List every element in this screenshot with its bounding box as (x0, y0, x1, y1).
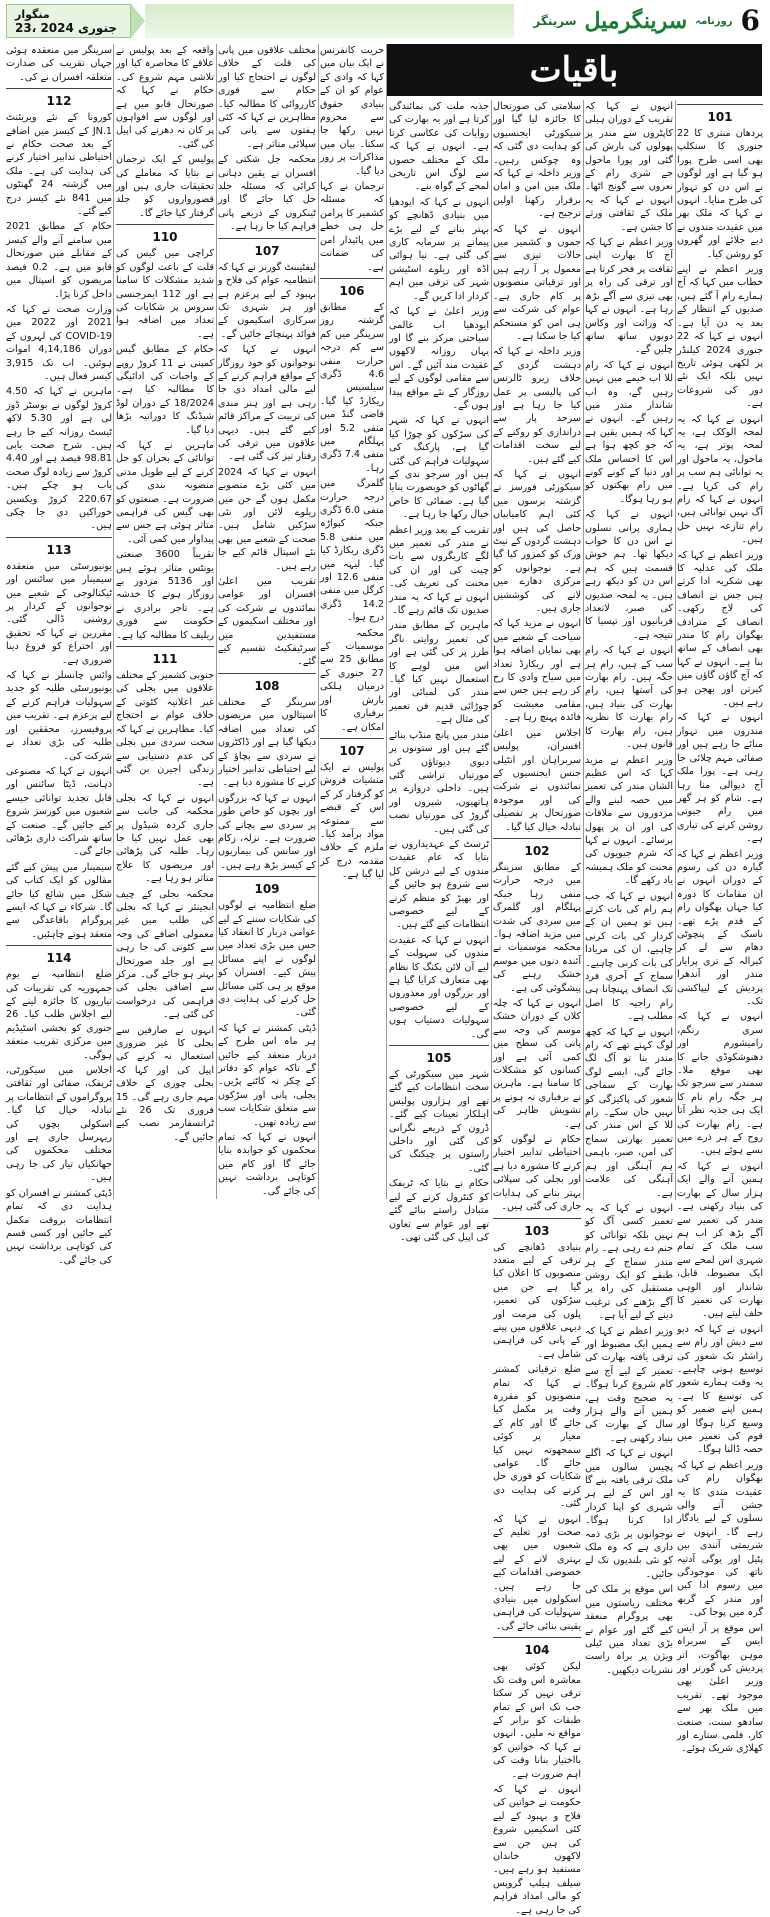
article-number: 107 (339, 743, 365, 758)
column-2 (116, 44, 214, 1202)
article-paragraph: ضلع انتظامیہ نے لوگوں کی شکایات سننے کے لیے عوامی دربار کا انعقاد کیا جس میں بڑی تعداد میں لوگوں نے اپنے مسائل پیش کیے۔ افسران کو موقع پر ہی کئی مسائل حل کرنے کی ہدایت دی گئی۔ (218, 900, 316, 1019)
article-paragraph: انہوں نے کہا کہ دیو سے دیش اور رام سے راشٹر تک شعور کی توسیع ہونی چاہیے۔ یہ وقت ہمارے شعور کی توسیع کا ہے۔ ہمیں اپنے ضمیر کو وسیع کرنا ہوگا اور قوم کی تعمیر میں حصہ ڈالنا ہوگا۔ (677, 1323, 763, 1456)
article-number: 108 (254, 678, 280, 693)
article-paragraph: مختلف علاقوں میں پانی کی قلت کے خلاف لوگوں نے احتجاج کیا اور حکام سے فوری کارروائی کا مطالبہ کیا۔ مظاہرین نے کہا کہ کئی ہفتوں سے پانی کی سپلائی متاثر ہے۔ (218, 45, 316, 150)
article-paragraph: ترجمان نے کہا کہ مسئلہ کشمیر کا پرامن حل ہی خطے میں پائیدار امن کی ضمانت ہے۔ (320, 181, 384, 273)
article-number: 110 (152, 230, 178, 245)
article-divider (116, 646, 214, 647)
article-paragraph: محکمہ موسمیات کے مطابق 25 سے 27 جنوری کے درمیان ہلکی بارش اور برفباری کا امکان ہے۔ (320, 627, 384, 733)
masthead (514, 4, 764, 38)
article-paragraph: مندر میں پانچ منڈپ بنائے گئے ہیں اور ستونوں پر دیوی دیوتاؤں کی مورتیاں تراشی گئی ہیں۔ داخلی دروازے پر ہاتھیوں، شیروں اور گروڑ کی مورتیاں نصب کی گئی ہیں۔ (389, 729, 489, 835)
article-divider (6, 88, 112, 89)
article-number: 114 (46, 951, 72, 966)
article-paragraph: کے مطابق گزشتہ روز سرینگر میں کم سے کم درجہ حرارت منفی 4.6 ڈگری سیلسیس ریکارڈ کیا گیا۔ قاضی گنڈ میں منفی 5.2 اور پہلگام میں منفی 7.4 ڈگری رہا۔ (320, 301, 384, 474)
article-paragraph: وزیر اعظم نے کہا کہ آج کا بھارت اپنی ثقافت پر فخر کرتا ہے اور ترقی کی راہ پر بھی تیزی سے آگے بڑھ رہا ہے۔ انہوں نے کہا کہ وراثت اور وکاس دونوں ساتھ ساتھ چلیں گے۔ (585, 237, 673, 356)
column-divider (113, 44, 114, 1199)
article-paragraph: انہوں نے کہا کہ کچھ لوگ کہتے تھے کہ رام مندر بنا تو آگ لگ جائے گی، ایسے لوگ بھارت کے سماجی شعور کی پاکیزگی کو نہیں جان سکے۔ رام للا کے اس مندر کی تعمیر بھارتی سماج کی امن، صبر، باہمی ہم آہنگی اور ہم آہنگی کی علامت ہے۔ (585, 1026, 673, 1199)
article-paragraph: وزارت صحت نے کہا کہ 2021 اور 2022 میں COVID-19 کی لہروں کے دوران 4,14,186 اموات ہوئیں۔ اب تک 3,915 کیسز فعال ہیں۔ (6, 303, 113, 382)
article-paragraph: سرینگر کے مختلف اسپتالوں میں مریضوں کی تعداد میں اضافہ دیکھا گیا ہے اور ڈاکٹروں نے سردی سے بچاؤ کے لیے احتیاطی تدابیر اختیار کرنے کا مشورہ دیا ہے۔ (218, 696, 316, 789)
article-paragraph: ضلع ترقیاتی کمشنر نے کہا کہ تمام منصوبوں کو مقررہ وقت پر مکمل کیا جائے گا اور کام کے معیار پر کوئی سمجھوتہ نہیں کیا جائے گا۔ عوامی شکایات کو فوری حل کرنے کی ہدایت دی گئی۔ (493, 1364, 581, 1510)
article-paragraph: انہوں نے کہا کہ نوجوانوں کو خود روزگار کے مواقع فراہم کرنے کے لیے مالی امداد دی جا رہی ہے اور ہنر مندی کی تربیت کے مراکز قائم کیے گئے ہیں۔ دیہی علاقوں میں ترقی کی رفتار تیز کی گئی ہے۔ (218, 344, 316, 463)
article-paragraph: ڈپٹی کمشنر نے افسران کو ہدایت دی کہ تمام انتظامات بروقت مکمل کیے جائیں اور کسی قسم کی کوتاہی برداشت نہیں کی جائے گی۔ (6, 1187, 112, 1266)
column-5 (389, 100, 489, 1243)
article-paragraph: انہوں نے کہا کہ مصنوعی ذہانت، ڈیٹا سائنس اور قابل تجدید توانائی جیسے شعبوں میں کورسز شروع کیے جائیں گے۔ صنعت کے ساتھ شراکت داری بڑھائی جائے گی۔ (6, 765, 112, 858)
article-paragraph: وزیر اعظم نے کہا کہ ہمیں ایک مضبوط اور ترقی یافتہ بھارت کی تعمیر کے لیے آج سے کام شروع کرنا ہوگا۔ یہ صحیح وقت ہے، ہمیں آنے والے ہزار سال کے بھارت کی بنیاد رکھنی ہے۔ (585, 1325, 673, 1444)
column-8 (677, 100, 763, 1755)
article-paragraph: انہوں نے کہا کہ سیکورٹی فورسز نے گزشتہ برسوں میں کئی اہم کامیابیاں حاصل کی ہیں اور دہشت گردوں کے نیٹ ورک کو کمزور کیا گیا ہے۔ نوجوانوں کو مرکزی دھارے میں لانے کی کوششیں جاری ہیں۔ (492, 468, 581, 615)
article-number: 113 (46, 542, 72, 557)
article-paragraph: انہوں نے کہا کہ رام سب کے ہیں، رام ہر جگہ ہیں۔ رام بھارت کی آستھا ہیں، رام بھارت کی بنیاد ہیں، رام بھارت کا نظریہ ہیں، رام بھارت کا قانون ہیں۔ (585, 645, 673, 751)
article-paragraph: انہوں نے کہا کہ تمام محکموں کو جوابدہ بنایا جائے گا اور کام میں کوتاہی برداشت نہیں کی جائے گی۔ (218, 1132, 316, 1197)
article-divider (218, 238, 316, 239)
article-divider (6, 537, 112, 538)
article-paragraph: انہوں نے کہا کہ عقیدت مندوں کی سہولت کے لیے آن لائن بکنگ کا نظام بھی متعارف کرایا گیا ہے اور بزرگوں اور معذوروں کے لیے خصوصی سہولیات دستیاب ہوں گی۔ (389, 934, 489, 1040)
article-paragraph: ڈپٹی کمشنر نے کہا کہ ہر ماہ اس طرح کے دربار منعقد کیے جائیں گے تاکہ عوام کو دفاتر کے چکر نہ کاٹنے پڑیں۔ بجلی، پانی اور سڑکوں سے متعلق شکایات سب سے زیادہ تھیں۔ (218, 1022, 316, 1128)
article-paragraph: کے مطابق سرینگر میں درجہ حرارت منفی رہا جبکہ پہلگام اور گلمرگ میں سردی کی شدت میں مزید اضافہ ہوا۔ محکمہ موسمیات نے آئندہ دنوں میں موسم خشک رہنے کی پیشگوئی کی ہے۔ (493, 861, 581, 994)
article-paragraph: یونیورسٹی میں منعقدہ سیمینار میں سائنس اور ٹیکنالوجی کے شعبے میں نوجوانوں کے کردار پر روشنی ڈالی گئی۔ مقررین نے کہا کہ تحقیق اور اختراع کو فروغ دینا ضروری ہے۔ (6, 560, 112, 666)
article-paragraph: سیمینار میں پیش کیے گئے مقالوں کو ایک کتاب کی شکل میں شائع کیا جائے گا۔ شرکاء نے کہا کہ ایسے پروگرام باقاعدگی سے منعقد ہونے چاہئیں۔ (6, 861, 112, 940)
article-paragraph: انہوں نے کہا کہ جموں و کشمیر میں حالات تیزی سے معمول پر آ رہے ہیں اور ترقیاتی منصوبوں پر کام جاری ہے۔ عوام کی شرکت سے ہی امن کو مستحکم کیا جا سکتا ہے۔ (493, 223, 581, 342)
article-paragraph: اس موقع پر آر ایس ایس کے سربراہ موہن بھاگوت، اتر پردیش کی گورنر اور وزیر اعلیٰ بھی موجود تھے۔ تقریب میں ملک بھر سے سادھو سنت، صنعت کار، فلمی ستارے اور کھلاڑی شریک ہوئے۔ (677, 1622, 763, 1755)
article-number: 111 (152, 652, 178, 667)
masthead-daily-label: روزنامہ (695, 15, 733, 27)
article-divider (320, 278, 384, 279)
article-paragraph: انہوں نے کہا کہ ہمیں آنے والے ایک ہزار سال کے بھارت کی بنیاد رکھنی ہے۔ مندر کی تعمیر سے آگے بڑھ کر اب ہم سب ملک کے تمام شہری اس لمحے سے ایک مضبوط، قابل، شاندار اور الوہی بھارت کی تعمیر کا حلف لیتے ہیں۔ (677, 1160, 763, 1320)
article-number: 112 (46, 94, 72, 109)
column-divider (386, 44, 387, 1199)
column-divider (583, 100, 584, 1200)
article-divider (493, 1637, 581, 1638)
article-paragraph: وزیر اعظم نے اپنے خطاب میں کہا کہ آج ہمارے رام آ گئے ہیں، صدیوں کے انتظار کے بعد یہ دن آیا ہے۔ انہوں نے کہا کہ 22 جنوری 2024 کیلنڈر پر لکھی ہوئی تاریخ نہیں بلکہ ایک نئے دور کی شروعات ہے۔ (677, 264, 763, 410)
article-paragraph: حکام نے لوگوں کو احتیاطی تدابیر اختیار کرنے کا مشورہ دیا ہے اور بجلی کی سپلائی بہتر بنانے کی ہدایات جاری کی گئی ہیں۔ (493, 1134, 581, 1213)
column-divider (318, 44, 319, 1199)
masthead-name: سرینگرمیل (584, 8, 688, 34)
article-paragraph: کراچی میں گیس کی قلت کے باعث لوگوں کو شدید مشکلات کا سامنا ہے اور 112 ایمرجنسی سروس پر شکایات کی تعداد میں اضافہ ہوا ہے۔ (116, 248, 214, 340)
article-paragraph: ماہرین نے کہا کہ توانائی کے بحران کو حل کرنے کے لیے طویل مدتی منصوبہ بندی کی ضرورت ہے۔ صنعتوں کو بھی گیس کی فراہمی متاثر ہوئی ہے جس سے پیداوار میں کمی آئی۔ (116, 439, 214, 545)
article-paragraph: سرینگر میں منعقدہ ہوئی جہاں تقریب کی صدارت متعلقہ افسران نے کی۔ (6, 45, 112, 83)
date-box (6, 4, 131, 38)
article-paragraph: ضلع انتظامیہ نے یوم جمہوریہ کی تقریبات کی تیاریوں کا جائزہ لینے کے لیے اجلاس طلب کیا۔ 26 جنوری کو بخشی اسٹیڈیم میں مرکزی تقریب منعقد ہوگی۔ (6, 969, 112, 1061)
article-paragraph: وزیر اعظم نے کہا کہ گیارہ دن کی رسوم کے دوران انہوں نے ان مقامات کا دورہ کیا جہاں بھگوان رام کے قدم پڑے تھے۔ ناسک کے پنچوٹی دھام سے لے کر کیرالہ کے تری پرایار مندر اور آندھرا پردیش کے لیپاکشی تک۔ (677, 848, 763, 1007)
article-paragraph: بنیادی ڈھانچے کی ترقی کے لیے متعدد منصوبوں کا اعلان کیا گیا ہے جن میں سڑکوں کی تعمیر، پلوں کی مرمت اور دیہی علاقوں میں پینے کے پانی کی فراہمی شامل ہے۔ (493, 1241, 581, 1360)
article-paragraph: انہوں نے کہا کہ اگلے پچیس سالوں میں ملک ترقی یافتہ بنے گا اور اس کے لیے ہر شہری کو اپنا کردار ادا کرنا ہوگا۔ نوجوانوں پر بڑی ذمہ داری ہے کہ وہ ملک کو نئی بلندیوں تک لے جائیں۔ (585, 1448, 673, 1580)
article-number: 103 (524, 1223, 550, 1238)
article-divider (218, 673, 316, 674)
article-paragraph: لیکن کوئی بھی معاشرہ اس وقت تک ترقی نہیں کر سکتا جب تک اس کے تمام طبقات کو برابر کے مواقع نہ ملیں۔ انہوں نے کہا کہ خواتین کو بااختیار بنانا وقت کی اہم ضرورت ہے۔ (493, 1661, 581, 1780)
article-number: 105 (426, 1051, 452, 1066)
article-number: 101 (707, 110, 733, 124)
article-paragraph: پولیس نے ایک منشیات فروش کو گرفتار کر کے اس کے قبضے سے ممنوعہ مواد برآمد کیا۔ ملزم کے خلاف مقدمہ درج کر لیا گیا ہے۔ (320, 761, 384, 881)
column-7 (585, 100, 673, 1676)
article-paragraph: محکمہ بجلی کے چیف انجینئر نے کہا کہ بجلی کی طلب میں غیر معمولی اضافے کی وجہ سے کٹوتی کی جا رہی ہے اور جلد صورتحال بہتر ہو جائے گی۔ مرکز سے اضافی بجلی کی فراہمی کی درخواست کی گئی ہے۔ (116, 888, 214, 1021)
article-paragraph: پردھان منتری کا 22 جنوری کا سنکلپ بھی اسی طرح پورا ہو گیا ہے اور لوگوں نے اس دن کو تہوار کی طرح منایا۔ انہوں نے کہا کہ ملک بھر میں عقیدت مندوں نے دیے جلائے اور گھروں کو روشن کیا۔ (677, 128, 763, 260)
article-paragraph: انہوں نے کہا کہ بجلی محکمہ کی جانب سے جاری کردہ شیڈول پر بھی عمل نہیں کیا جا رہا۔ طلبہ کی پڑھائی اور مریضوں کا علاج متاثر ہو رہا ہے۔ (116, 792, 214, 885)
article-paragraph: انہوں نے مزید کہا کہ سیاحت کے شعبے میں بھی نمایاں اضافہ ہوا ہے اور ریکارڈ تعداد میں سیاح وادی کا رخ کر رہے ہیں جس سے مقامی معیشت کو فائدہ پہنچ رہا ہے۔ (493, 618, 581, 724)
article-paragraph: انہوں نے کہا کہ ہماری پرانی نسلوں نے اس دن کا خواب دیکھا تھا۔ ہم خوش قسمت ہیں کہ ہم اس دن کو دیکھ رہے ہیں۔ یہ لمحہ صدیوں کی صبر، لاتعداد قربانیوں اور تپسیا کا نتیجہ ہے۔ (585, 509, 673, 641)
article-paragraph: گلمرگ میں درجہ حرارت منفی 6.0 ڈگری جبکہ کپواڑہ میں منفی 5.8 ڈگری ریکارڈ کیا گیا۔ لیہہ میں منفی 12.6 اور کرگل میں منفی 14.2 ڈگری درج ہوا۔ (319, 478, 385, 624)
page-header (6, 4, 764, 38)
article-paragraph: انہوں نے کہا کہ بزرگوں اور بچوں کو خاص طور پر سردی سے بچانے کی ضرورت ہے۔ نزلہ، زکام اور سانس کی بیماریوں کے کیسز بڑھ رہے ہیں۔ (218, 792, 316, 871)
article-paragraph: اجلاس میں سیکورٹی، ٹریفک، صفائی اور ثقافتی پروگراموں کے انتظامات پر تبادلہ خیال کیا گیا۔ اسکولی بچوں کی ریہرسل جاری ہے اور مختلف محکموں کی جھانکیاں تیار کی جا رہی ہیں۔ (6, 1065, 112, 1184)
article-paragraph: لیفٹیننٹ گورنر نے کہا کہ انتظامیہ عوام کی فلاح و بہبود کے لیے پرعزم ہے اور ہر شہری تک سرکاری اسکیموں کے فوائد پہنچائے جائیں گے۔ (218, 261, 316, 340)
article-divider (677, 104, 763, 105)
article-paragraph: وزیر داخلہ نے کہا کہ دہشت گردی کے خلاف زیرو ٹالرنس کی پالیسی پر عمل کیا جا رہا ہے اور سرحد پار سے دراندازی کو روکنے کے لیے سخت اقدامات کیے گئے ہیں۔ (493, 346, 581, 465)
column-divider (216, 44, 217, 1199)
column-3 (218, 44, 316, 1202)
column-1 (6, 44, 113, 1266)
article-number: 104 (524, 1643, 550, 1658)
column-4 (320, 44, 384, 1202)
article-divider (493, 838, 581, 839)
header-day: منگوار (15, 7, 50, 21)
article-paragraph: انہوں نے کہا کہ رام للا اب خیمے میں نہیں رہیں گے، وہ اب شاندار مندر میں رہیں گے۔ انہوں نے کہا کہ ہمیں یقین ہے کہ جو کچھ ہوا ہے اس کا احساس ملک اور دنیا کے کونے کونے میں رام بھکتوں کو ہو رہا ہوگا۔ (585, 359, 673, 505)
article-paragraph: تقریباً 3600 صنعتی یونٹس متاثر ہوئے ہیں اور 5136 مزدور بے روزگار ہونے کا خدشہ ہے۔ تاجر برادری نے حکومت سے فوری ریلیف کا مطالبہ کیا ہے۔ (116, 549, 214, 641)
article-paragraph: اس موقع پر ملک کی مختلف ریاستوں میں بھی پروگرام منعقد کیے گئے اور عوام نے بڑی تعداد میں ٹیلی ویژن پر براہ راست نشریات دیکھیں۔ (585, 1584, 673, 1676)
article-paragraph: انہوں نے کہا کہ ایودھیا میں بنیادی ڈھانچے کو بہتر بنانے کے لیے بڑے پیمانے پر سرمایہ کاری کی گئی ہے۔ نیا ہوائی اڈہ اور ریلوے اسٹیشن شہر کی ترقی میں اہم کردار ادا کریں گے۔ (389, 196, 489, 302)
article-paragraph: وزیر اعظم نے مزید کہا کہ اس عظیم الشان مندر کی تعمیر میں حصہ لینے والے مزدوروں سے ملاقات کی اور ان پر پھول برسائے۔ انہوں نے کہا کہ شرم جیویوں کی محنت کو ملک ہمیشہ یاد رکھے گا۔ (585, 754, 673, 887)
column-divider (491, 100, 492, 1200)
article-paragraph: واقعہ کے بعد پولیس نے علاقے کا محاصرہ کیا اور تلاشی مہم شروع کی۔ حکام نے کہا کہ صورتحال قابو میں ہے اور لوگوں سے افواہوں پر کان نہ دھرنے کی اپیل کی گئی۔ (116, 45, 214, 150)
article-paragraph: اجلاس میں اعلیٰ افسران، پولیس سربراہان اور انٹیلی جنس ایجنسیوں کے نمائندوں نے شرکت کی اور موجودہ صورتحال پر تفصیلی تبادلہ خیال کیا گیا۔ (493, 727, 581, 833)
article-paragraph: حکام کے مطابق گیس کمپنی نے 11 کروڑ روپے کے واجبات کی ادائیگی کا مطالبہ کیا ہے۔ 18/2024 کے دوران لوڈ شیڈنگ کا دورانیہ بڑھا دیا گیا۔ (116, 344, 214, 436)
article-paragraph: وزیر اعظم نے کہا کہ بھگوان رام کی عقیدت مندی کا یہ جشن آنے والی نسلوں کے لیے یادگار رہے گا۔ انہوں نے شریمتی آنندی بین پٹیل اور یوگی آدتیہ ناتھ کی موجودگی میں رسوم ادا کیں اور مندر کے گربھ گرہ میں پوجا کی۔ (677, 1459, 763, 1619)
header-date: 23، جنوری 2024 (15, 20, 117, 35)
article-paragraph: پولیس کے ایک ترجمان نے بتایا کہ معاملے کی تحقیقات جاری ہیں اور قصورواروں کو جلد گرفتار کیا جائے گا۔ (116, 154, 214, 219)
column-divider (675, 100, 676, 1200)
header-band (145, 4, 514, 38)
article-paragraph: ٹرسٹ کے عہدیداروں نے بتایا کہ عام عقیدت مندوں کے لیے درشن کل سے شروع ہو جائیں گے اور بھیڑ کو منظم کرنے کے لیے خصوصی انتظامات کیے گئے ہیں۔ (389, 838, 489, 931)
article-paragraph: وائس چانسلر نے کہا کہ یونیورسٹی طلبہ کو جدید سہولیات فراہم کرنے کے لیے پرعزم ہے۔ تقریب میں پروفیسرز، محققین اور طلبہ کی بڑی تعداد نے شرکت کی۔ (6, 670, 112, 762)
article-paragraph: شہر میں سیکورٹی کے سخت انتظامات کیے گئے تھے اور ہزاروں پولیس اہلکار تعینات کیے گئے۔ ڈرون کے ذریعے نگرانی کی گئی اور داخلی راستوں پر چیکنگ کی گئی۔ (389, 1069, 489, 1174)
article-paragraph: انہوں نے کہا کہ مندروں میں تہوار منائے جا رہے ہیں اور صفائی مہم چلائی جا رہی ہے۔ پورا ملک آج دیوالی منا رہا ہے۔ شام کو ہر گھر میں رام جیوتی روشن کرنے کی تیاری ہے۔ (677, 712, 763, 845)
article-divider (6, 945, 112, 946)
article-number: 102 (524, 843, 550, 858)
article-paragraph: انہوں نے کہا کہ چلہ کلان کے دوران خشک موسم کی وجہ سے پانی کی سطح میں کمی آئی ہے اور کسانوں کو مشکلات کا سامنا ہے۔ ماہرین نے برفباری نہ ہونے پر تشویش ظاہر کی ہے۔ (493, 998, 581, 1130)
article-paragraph: سلامتی کی صورتحال کا جائزہ لیا گیا اور سیکورٹی ایجنسیوں کو ہدایت دی گئی کہ وہ چوکس رہیں۔ وزیر داخلہ نے کہا کہ ملک میں امن و امان برقرار رکھنا اولین ترجیح ہے۔ (493, 101, 581, 220)
article-paragraph: انہوں نے کہا کہ جب ہم رام کی بات کرتے ہیں تو ہمیں ان کے کردار کی بات کرنی چاہیے، ان کی مریادا کی بات کرنی چاہیے۔ سماج کے آخری فرد تک انصاف پہنچانا ہی رام راجیہ کا اصل مطلب ہے۔ (585, 890, 673, 1023)
article-divider (389, 1045, 489, 1046)
article-paragraph: انہوں نے کہا کہ تقریب کے دوران ہیلی کاپٹروں سے مندر پر پھولوں کی بارش کی گئی اور پورا ماحول جے شری رام کے نعروں سے گونج اٹھا۔ انہوں نے کہا کہ یہ ملک کے ثقافتی ورثے کا جشن ہے۔ (585, 101, 673, 233)
article-divider (218, 876, 316, 877)
header-arrow-shape (131, 4, 145, 38)
article-paragraph: تقریب میں اعلیٰ افسران اور عوامی نمائندوں نے شرکت کی اور مختلف اسکیموں کے مستفیدین میں سرٹیفکیٹ تقسیم کیے گئے۔ (218, 576, 316, 668)
article-paragraph: جنوبی کشمیر کے مختلف علاقوں میں بجلی کی غیر اعلانیہ کٹوتی کے خلاف عوام نے احتجاج کیا۔ مظاہرین نے کہا کہ سخت سردی میں بجلی کی عدم دستیابی سے زندگی اجیرن بن گئی ہے۔ (116, 670, 214, 789)
article-paragraph: انہوں نے کہا کہ سری رنگم، رامیشورم اور دھنوشکوڈی جانے کا بھی موقع ملا۔ سمندر سے سرجو تک ہر جگہ رام نام کا ایک ہی جذبہ نظر آتا ہے۔ رام بھارت کی روح کے ہر ذرے میں بسے ہوئے ہیں۔ (677, 1011, 763, 1157)
article-paragraph: انہوں نے کہا کہ 2024 میں کئی بڑے منصوبے مکمل ہوں گے جن میں ریلوے لائن اور نئی سڑکیں شامل ہیں۔ صحت کے شعبے میں بھی نئے اسپتال قائم کیے جا رہے ہیں۔ (218, 466, 316, 572)
article-paragraph: انہوں نے کہا کہ صحت اور تعلیم کے شعبوں میں بھی بہتری لانے کے لیے خصوصی اقدامات کیے جا رہے ہیں۔ اسکولوں میں بنیادی سہولیات کی فراہمی یقینی بنائی جائے گی۔ (493, 1513, 581, 1632)
article-paragraph: کورونا کے نئے ویریئنٹ JN.1 کے کیسز میں اضافے کے بعد صحت حکام نے احتیاطی تدابیر اختیار کرنے کی ہدایت کی ہے۔ ملک میں گزشتہ 24 گھنٹوں میں 841 نئے کیسز درج کیے گئے۔ (6, 112, 113, 218)
article-divider (493, 1218, 581, 1219)
article-paragraph: انہوں نے کہا کہ حکومت نے خواتین کی فلاح و بہبود کے لیے کئی اسکیمیں شروع کی ہیں جن سے لاکھوں خاندان مستفید ہو رہے ہیں۔ سیلف ہیلپ گروپس کو مالی امداد فراہم کی جا رہی ہے۔ (493, 1783, 581, 1916)
article-paragraph: حکام کے مطابق 2021 میں سامنے آنے والے کیسز کے مقابلے میں صورتحال قابو میں ہے۔ 0.2 فیصد مریضوں کو اسپتال میں داخل کرنا پڑا۔ (6, 221, 112, 300)
page-number: 6 (740, 4, 760, 37)
masthead-city: سرینگر (533, 14, 577, 28)
article-paragraph: ماہرین نے کہا کہ 4.50 کروڑ لوگوں نے بوسٹر ڈوز لی ہے اور 5.30 لاکھ ٹیسٹ روزانہ کیے جا رہے ہیں۔ شرح صحت یابی 98.81 فیصد ہے اور 4.40 کروڑ سے زیادہ لوگ صحت یاب ہو چکے ہیں۔ 220.67 کروڑ ویکسین خوراکیں دی جا چکی ہیں۔ (6, 386, 112, 532)
article-paragraph: ماہرین کے مطابق مندر کی تعمیر روایتی ناگر طرز پر کی گئی ہے اور اس میں لوہے کا استعمال نہیں کیا گیا۔ مندر کی لمبائی اور چوڑائی قدیم فن تعمیر کی مثال ہے۔ (389, 620, 489, 726)
article-paragraph: حریت کانفرنس نے ایک بیان میں کہا کہ وادی کے عوام کو ان کے بنیادی حقوق سے محروم نہیں رکھا جا سکتا۔ بیان میں مذاکرات پر زور دیا گیا۔ (320, 45, 384, 177)
article-paragraph: وزیر اعظم نے کہا کہ ملک کی عدلیہ کا بھی شکریہ ادا کرتے ہیں جس نے انصاف کی لاج رکھی۔ انصاف کے مترادف بھگوان رام کا مندر بھی انصاف کے ساتھ بنا ہے۔ انہوں نے کہا کہ آج گاؤں گاؤں میں کیرتن اور بھجن ہو رہے ہیں۔ (677, 549, 763, 709)
article-paragraph: انہوں نے کہا کہ یہ لمحہ الوکک ہے، یہ لمحہ پوتر ہے، یہ ماحول، یہ ماحول اور یہ توانائی ہم سب پر رام کی کرپا ہے۔ انہوں نے کہا کہ رام آگ نہیں توانائی ہیں، رام تنازعہ نہیں حل ہیں۔ (677, 413, 763, 546)
article-paragraph: انہوں نے کہا کہ یہ تعمیر کسی آگ کو نہیں بلکہ توانائی کو جنم دے رہی ہے۔ رام مندر سماج کے ہر طبقے کو ایک روشن مستقبل کی راہ پر آگے بڑھنے کی ترغیب دینے کے لیے آیا ہے۔ (585, 1202, 673, 1322)
article-divider (320, 738, 384, 739)
article-paragraph: جذبہ ملت کی نمائندگی کرتا ہے اور یہ بھارت کی روایات کی عکاسی کرتا ہے۔ انہوں نے کہا کہ ملک کے مختلف حصوں سے لوگ اس تاریخی لمحے کے گواہ بنے۔ (389, 101, 489, 193)
article-paragraph: حکام نے بتایا کہ ٹریفک کو کنٹرول کرنے کے لیے متبادل راستے بنائے گئے تھے اور عوام سے تعاون کی اپیل کی گئی تھی۔ (389, 1178, 489, 1243)
article-paragraph: وزیر اعلیٰ نے کہا کہ ایودھیا اب عالمی سیاحتی مرکز بنے گا اور یہاں روزانہ لاکھوں عقیدت مند آئیں گے۔ اس سے مقامی لوگوں کے لیے روزگار کے نئے مواقع پیدا ہوں گے۔ (389, 306, 489, 411)
article-number: 107 (254, 243, 280, 258)
column-6 (492, 100, 581, 1916)
section-title: باقیات (386, 44, 762, 96)
article-paragraph: محکمہ جل شکتی کے افسران نے یقین دہانی کرائی کہ مسئلہ جلد حل کیا جائے گا اور ٹینکروں کے ذریعے پانی فراہم کیا جا رہا ہے۔ (218, 154, 316, 233)
article-paragraph: انہوں نے کہا کہ شہر کی سڑکوں کو چوڑا کیا گیا ہے، پارکنگ کی سہولیات فراہم کی گئی ہیں اور سرجو ندی کے گھاٹوں کو خوبصورت بنایا گیا ہے۔ صفائی کا خاص خیال رکھا جا رہا ہے۔ (389, 415, 489, 521)
article-paragraph: تقریب کے بعد وزیر اعظم نے مندر کی تعمیر میں لگے کاریگروں سے بات چیت کی اور ان کی محنت کی تعریف کی۔ انہوں نے کہا کہ یہ مندر صدیوں تک قائم رہے گا۔ (389, 524, 489, 617)
article-number: 106 (339, 283, 365, 298)
article-divider (116, 224, 214, 225)
article-paragraph: انہوں نے صارفین سے بجلی کا غیر ضروری استعمال نہ کرنے کی اپیل کی اور کہا کہ بجلی چوری کے خلاف مہم جاری رہے گی۔ 15 فروری تک 26 نئے ٹرانسفارمر نصب کیے جائیں گے۔ (116, 1024, 214, 1143)
article-number: 109 (254, 882, 280, 897)
